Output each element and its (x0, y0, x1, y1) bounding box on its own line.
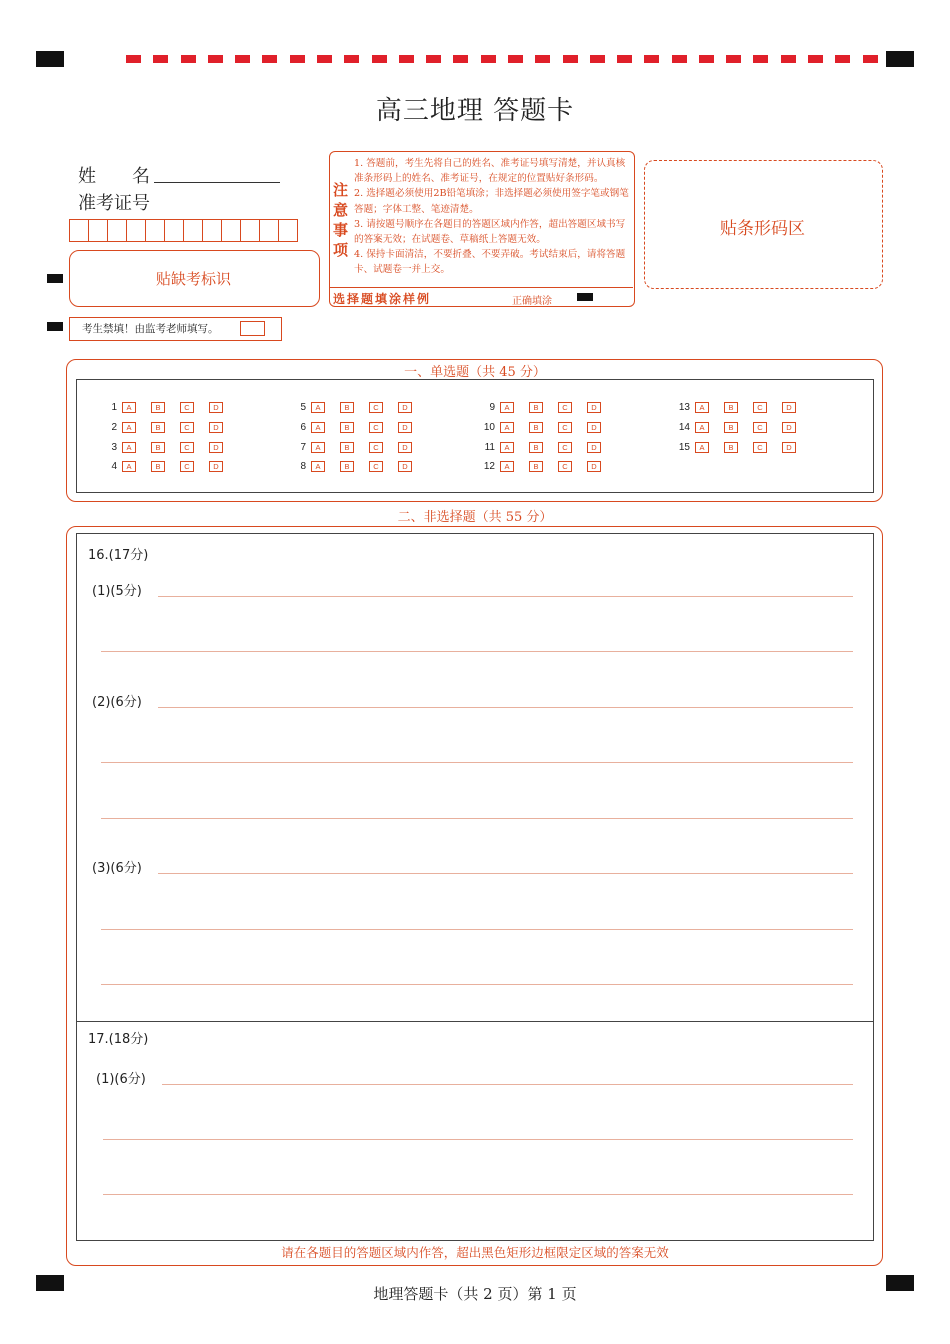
mc-option-bubble[interactable]: D (587, 442, 601, 453)
mc-question-number: 15 (678, 441, 690, 453)
mc-question-number: 6 (300, 421, 306, 433)
dash-segment (617, 55, 632, 63)
dash-segment (344, 55, 359, 63)
mc-question (473, 441, 616, 453)
barcode-label: 贴条形码区 (720, 219, 805, 239)
mc-option-bubble[interactable]: B (151, 422, 165, 433)
notice-item: 4. 保持卡面清洁，不要折叠、不要弄破。考试结束后，请将答题卡、试题卷一并上交。 (354, 249, 626, 276)
mc-option-bubble[interactable]: A (500, 422, 514, 433)
section1-title: 一、单选题（共 45 分） (0, 361, 950, 380)
question-divider (77, 1021, 873, 1022)
dash-segment (699, 55, 714, 63)
mc-option-bubble[interactable]: C (558, 442, 572, 453)
exam-id-boxes[interactable] (69, 219, 297, 242)
dash-segment (781, 55, 796, 63)
mc-option-bubble[interactable]: C (180, 422, 194, 433)
mc-option-bubble[interactable]: B (151, 442, 165, 453)
mc-option-bubble[interactable]: A (122, 402, 136, 413)
multiple-choice-area (76, 379, 874, 493)
dash-segment (726, 55, 741, 63)
fill-sample-label: 选择题填涂样例 (333, 292, 432, 306)
dash-segment (399, 55, 414, 63)
mc-question (668, 441, 811, 453)
dash-segment (672, 55, 687, 63)
mc-question (284, 460, 427, 472)
mc-option-bubble[interactable]: A (311, 402, 325, 413)
q17-part1-label: (1)(6分) (96, 1072, 146, 1087)
mc-question-number: 8 (300, 460, 306, 472)
mc-option-bubble[interactable]: C (369, 402, 383, 413)
dash-segment (753, 55, 768, 63)
mc-option-bubble[interactable]: D (398, 461, 412, 472)
dash-segment (317, 55, 332, 63)
q16-part2-label: (2)(6分) (92, 695, 142, 710)
mc-option-bubble[interactable]: D (782, 442, 796, 453)
mc-option-bubble[interactable]: B (340, 422, 354, 433)
answer-line[interactable] (101, 929, 853, 930)
dash-segment (481, 55, 496, 63)
dash-segment (835, 55, 850, 63)
mc-option-bubble[interactable]: A (695, 422, 709, 433)
dashed-border-top (126, 55, 878, 63)
q16-part1-label: (1)(5分) (92, 584, 142, 599)
notice-item: 1. 答题前，考生先将自己的姓名、准考证号填写清楚，并认真核准条形码上的姓名、准考证号，在规定的位置贴好条形码。 (354, 158, 626, 185)
mc-option-bubble[interactable]: A (695, 442, 709, 453)
mc-option-bubble[interactable]: D (587, 402, 601, 413)
exam-id-digit-box[interactable] (69, 219, 89, 242)
dash-segment (426, 55, 441, 63)
footer-warning: 请在各题目的答题区域内作答，超出黑色矩形边框限定区域的答案无效 (281, 1245, 669, 1260)
mc-option-bubble[interactable]: B (151, 461, 165, 472)
answer-line[interactable] (158, 596, 853, 597)
correct-fill-label: 正确填涂 (512, 296, 552, 307)
section2-title: 二、非选择题（共 55 分） (397, 510, 553, 525)
mc-option-bubble[interactable]: B (529, 461, 543, 472)
mc-option-bubble[interactable]: C (753, 422, 767, 433)
mc-option-bubble[interactable]: C (180, 461, 194, 472)
dash-segment (535, 55, 550, 63)
mc-option-bubble[interactable]: C (558, 422, 572, 433)
mc-option-bubble[interactable]: A (311, 422, 325, 433)
mc-option-bubble[interactable]: D (587, 422, 601, 433)
exam-id-digit-box[interactable] (221, 219, 241, 242)
mc-question (284, 441, 427, 453)
exam-id-digit-box[interactable] (240, 219, 260, 242)
q17-label: 17.(18分) (88, 1032, 149, 1047)
absent-mark-label: 贴缺考标识 (155, 270, 231, 288)
answer-line[interactable] (101, 762, 853, 763)
notice-list (354, 156, 630, 278)
mc-option-bubble[interactable]: C (369, 461, 383, 472)
mc-option-bubble[interactable]: A (311, 442, 325, 453)
forbidden-note: 考生禁填！由监考老师填写。 (82, 323, 219, 335)
mc-option-bubble[interactable]: B (340, 402, 354, 413)
mc-question (284, 421, 427, 433)
exam-id-digit-box[interactable] (126, 219, 146, 242)
mc-option-bubble[interactable]: A (122, 442, 136, 453)
mc-option-bubble[interactable]: C (180, 402, 194, 413)
mc-option-bubble[interactable]: D (398, 442, 412, 453)
exam-id-digit-box[interactable] (278, 219, 298, 242)
mc-option-bubble[interactable]: B (529, 402, 543, 413)
mc-question-number: 11 (484, 441, 495, 453)
mc-option-bubble[interactable]: B (724, 402, 738, 413)
mc-option-bubble[interactable]: A (500, 442, 514, 453)
dash-segment (644, 55, 659, 63)
timing-mark (47, 322, 63, 331)
mc-question (95, 421, 238, 433)
mc-question-number: 3 (111, 441, 117, 453)
mc-question (284, 401, 427, 413)
answer-line[interactable] (101, 651, 853, 652)
mc-option-bubble[interactable]: D (782, 402, 796, 413)
registration-mark-top-right (886, 51, 914, 67)
name-field[interactable] (154, 164, 280, 183)
mc-option-bubble[interactable]: D (209, 461, 223, 472)
registration-mark-top-left (36, 51, 64, 67)
mc-option-bubble[interactable]: C (369, 422, 383, 433)
mc-question-number: 12 (483, 460, 495, 472)
mc-option-bubble[interactable]: B (529, 422, 543, 433)
dash-segment (372, 55, 387, 63)
answer-line[interactable] (162, 1084, 853, 1085)
mc-option-bubble[interactable]: A (695, 402, 709, 413)
dash-segment (235, 55, 250, 63)
exam-id-digit-box[interactable] (145, 219, 165, 242)
mc-question (473, 421, 616, 433)
mc-option-bubble[interactable]: A (122, 422, 136, 433)
mc-option-bubble[interactable]: C (558, 461, 572, 472)
mc-option-bubble[interactable]: B (340, 442, 354, 453)
dash-segment (590, 55, 605, 63)
name-label: 姓 名 (78, 166, 150, 187)
exam-id-digit-box[interactable] (88, 219, 108, 242)
mc-question (95, 401, 238, 413)
answer-line[interactable] (103, 1194, 853, 1195)
notice-item: 2. 选择题必须使用2B铅笔填涂；非选择题必须使用签字笔或钢笔答题；字体工整、笔迹清楚。 (354, 188, 629, 215)
exam-id-digit-box[interactable] (183, 219, 203, 242)
mc-option-bubble[interactable]: D (587, 461, 601, 472)
q16-label: 16.(17分) (88, 548, 149, 563)
dash-segment (808, 55, 823, 63)
mc-option-bubble[interactable]: A (122, 461, 136, 472)
mc-question (95, 441, 238, 453)
timing-mark (47, 274, 63, 283)
dash-segment (290, 55, 305, 63)
mc-option-bubble[interactable]: C (369, 442, 383, 453)
teacher-fill-box[interactable] (240, 321, 265, 336)
page-title: 高三地理 答题卡 (375, 96, 575, 126)
dash-segment (508, 55, 523, 63)
exam-id-digit-box[interactable] (164, 219, 184, 242)
mc-question (473, 401, 616, 413)
mc-question-number: 1 (111, 401, 117, 413)
mc-question-number: 9 (489, 401, 495, 413)
dash-segment (262, 55, 277, 63)
exam-id-digit-box[interactable] (259, 219, 279, 242)
mc-question (668, 401, 811, 413)
mc-option-bubble[interactable]: C (180, 442, 194, 453)
notice-divider (330, 287, 633, 288)
mc-option-bubble[interactable]: A (311, 461, 325, 472)
mc-option-bubble[interactable]: D (782, 422, 796, 433)
mc-option-bubble[interactable]: C (753, 402, 767, 413)
answer-line[interactable] (101, 984, 853, 985)
mc-question-number: 2 (111, 421, 117, 433)
notice-heading: 注 意 事 项 (333, 181, 349, 259)
dash-segment (863, 55, 878, 63)
dash-segment (563, 55, 578, 63)
exam-id-label: 准考证号 (78, 193, 150, 214)
dash-segment (126, 55, 141, 63)
mc-option-bubble[interactable]: B (151, 402, 165, 413)
mc-option-bubble[interactable]: D (398, 422, 412, 433)
exam-id-digit-box[interactable] (202, 219, 222, 242)
mc-question-number: 10 (483, 421, 495, 433)
dash-segment (181, 55, 196, 63)
answer-line[interactable] (103, 1139, 853, 1140)
mc-question (668, 421, 811, 433)
mc-question (95, 460, 238, 472)
mc-option-bubble[interactable]: B (340, 461, 354, 472)
mc-option-bubble[interactable]: A (500, 461, 514, 472)
mc-option-bubble[interactable]: D (209, 442, 223, 453)
dash-segment (153, 55, 168, 63)
answer-line[interactable] (158, 873, 853, 874)
mc-question-number: 5 (300, 401, 306, 413)
mc-option-bubble[interactable]: D (398, 402, 412, 413)
mc-option-bubble[interactable]: C (558, 402, 572, 413)
mc-option-bubble[interactable]: B (529, 442, 543, 453)
answer-line[interactable] (158, 707, 853, 708)
page-number: 地理答题卡（共 2 页）第 1 页 (373, 1285, 577, 1303)
dash-segment (453, 55, 468, 63)
mc-question-number: 7 (300, 441, 306, 453)
mc-option-bubble[interactable]: C (753, 442, 767, 453)
dash-segment (208, 55, 223, 63)
mc-question-number: 4 (111, 460, 117, 472)
answer-line[interactable] (101, 818, 853, 819)
mc-option-bubble[interactable]: D (209, 422, 223, 433)
q16-part3-label: (3)(6分) (92, 861, 142, 876)
exam-id-digit-box[interactable] (107, 219, 127, 242)
notice-item: 3. 请按题号顺序在各题目的答题区域内作答，超出答题区域书写的答案无效；在试题卷、草稿纸上答题无效。 (354, 218, 626, 246)
correct-fill-sample (577, 293, 593, 301)
answer-area (76, 533, 874, 1241)
mc-option-bubble[interactable]: B (724, 422, 738, 433)
mc-question-number: 13 (678, 401, 690, 413)
mc-option-bubble[interactable]: A (500, 402, 514, 413)
mc-question (473, 460, 616, 472)
mc-question-number: 14 (678, 421, 690, 433)
mc-option-bubble[interactable]: D (209, 402, 223, 413)
mc-option-bubble[interactable]: B (724, 442, 738, 453)
